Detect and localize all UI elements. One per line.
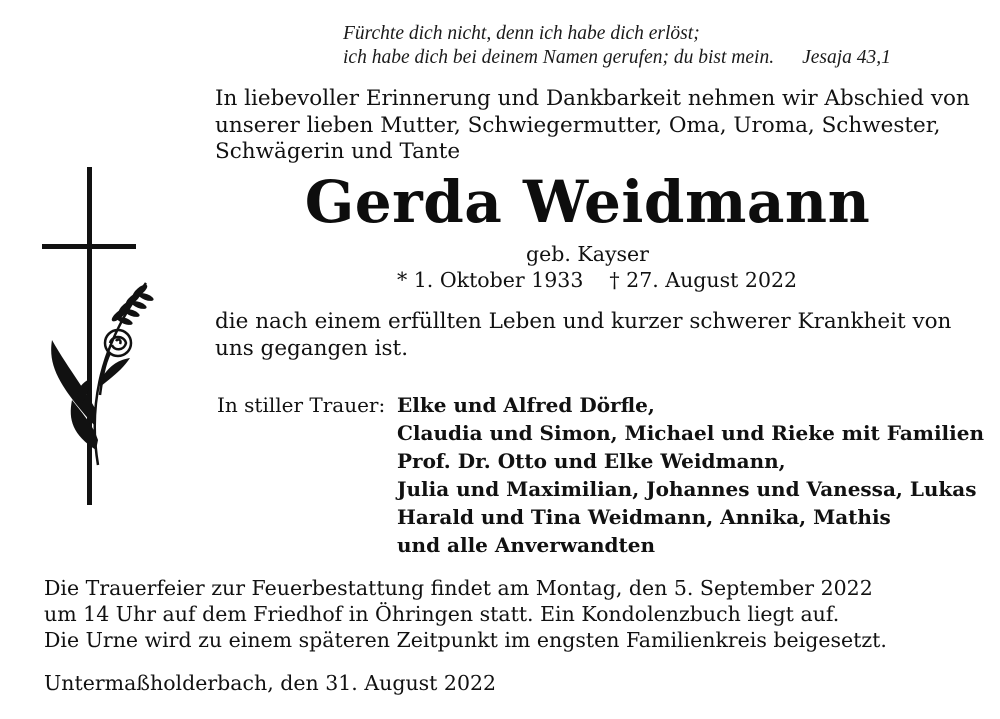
life-dates xyxy=(397,267,797,294)
mourner-line: Julia und Maximilian, Johannes und Vanessa, Lukas xyxy=(397,477,977,501)
mourner-line: Claudia und Simon, Michael und Rieke mit Familien xyxy=(397,421,985,445)
ceremony-text xyxy=(44,575,887,653)
death-date: † 27. August 2022 xyxy=(609,268,798,292)
birth-date: * 1. Oktober 1933 xyxy=(397,268,584,292)
quote-line-2-text: ich habe dich bei deinem Namen gerufen; du bist mein. xyxy=(343,47,775,68)
mourners-list xyxy=(397,391,984,559)
intro-text xyxy=(215,86,970,166)
deceased-name: Gerda Weidmann xyxy=(304,168,871,236)
mourner-line: Harald und Tina Weidmann, Annika, Mathis xyxy=(397,505,891,529)
intro-line-3: Schwägerin und Tante xyxy=(215,139,461,164)
place-date: Untermaßholderbach, den 31. August 2022 xyxy=(44,671,497,695)
mourner-line: Elke und Alfred Dörfle, xyxy=(397,393,655,417)
quote-line-1: Fürchte dich nicht, denn ich habe dich erlöst; xyxy=(343,23,700,44)
quote-reference: Jesaja 43,1 xyxy=(802,47,891,68)
intro-line-1: In liebevoller Erinnerung und Dankbarkeit nehmen wir Abschied von xyxy=(215,86,970,111)
mourning-label: In stiller Trauer: xyxy=(217,393,386,417)
cross-with-wheat-and-rose-icon xyxy=(38,165,158,510)
bible-quote xyxy=(343,22,891,70)
passing-text xyxy=(215,309,951,362)
mourner-line: Prof. Dr. Otto und Elke Weidmann, xyxy=(397,449,786,473)
ceremony-line-2: um 14 Uhr auf dem Friedhof in Öhringen statt. Ein Kondolenzbuch liegt auf. xyxy=(44,602,840,626)
quote-line-2 xyxy=(343,46,891,70)
ceremony-line-3: Die Urne wird zu einem späteren Zeitpunkt im engsten Familienkreis beigesetzt. xyxy=(44,628,887,652)
ceremony-line-1: Die Trauerfeier zur Feuerbestattung findet am Montag, den 5. September 2022 xyxy=(44,576,873,600)
passing-line-1: die nach einem erfüllten Leben und kurzer schwerer Krankheit von xyxy=(215,309,952,334)
mourner-line: und alle Anverwandten xyxy=(397,533,656,557)
intro-line-2: unserer lieben Mutter, Schwiegermutter, Oma, Uroma, Schwester, xyxy=(215,112,941,138)
passing-line-2: uns gegangen ist. xyxy=(215,335,409,361)
birth-name: geb. Kayser xyxy=(526,242,649,266)
